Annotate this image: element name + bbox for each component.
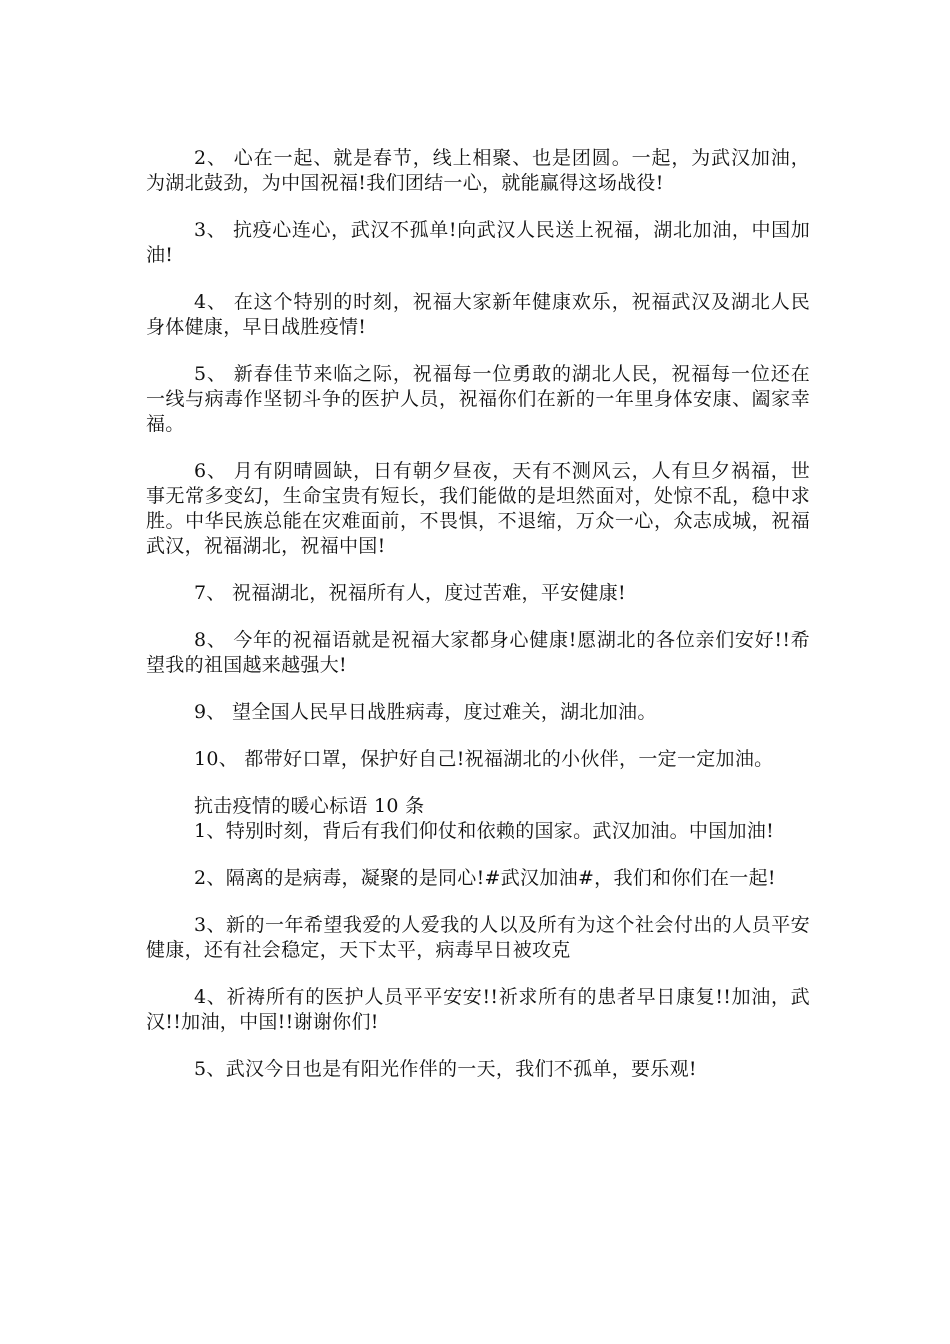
- section-list-item: 1、特别时刻，背后有我们仰仗和依赖的国家。武汉加油。中国加油!: [194, 820, 775, 842]
- paragraph-item: 7、 祝福湖北，祝福所有人，度过苦难，平安健康!: [194, 582, 626, 604]
- section-list-item: 5、武汉今日也是有阳光作伴的一天，我们不孤单，要乐观!: [194, 1058, 697, 1080]
- section-title: 抗击疫情的暖心标语 10 条: [194, 795, 425, 817]
- section-list-item: 2、隔离的是病毒，凝聚的是同心!#武汉加油#，我们和你们在一起!: [194, 867, 776, 889]
- paragraph-item: 10、 都带好口罩，保护好自己!祝福湖北的小伙伴，一定一定加油。: [194, 748, 774, 770]
- paragraph-item: 5、 新春佳节来临之际，祝福每一位勇敢的湖北人民，祝福每一位还在一线与病毒作坚韧斗争的医护人员，祝福你们在新的一年里身体安康、阖家幸福。: [146, 363, 810, 435]
- paragraph-item: 4、 在这个特别的时刻，祝福大家新年健康欢乐，祝福武汉及湖北人民身体健康，早日战胜疫情!: [146, 291, 810, 338]
- document-page: [146, 146, 810, 1104]
- paragraph-item: 3、 抗疫心连心，武汉不孤单!向武汉人民送上祝福，湖北加油，中国加油!: [146, 219, 810, 266]
- paragraph-item: 6、 月有阴晴圆缺，日有朝夕昼夜，天有不测风云，人有旦夕祸福，世事无常多变幻，生命宝贵有短长，我们能做的是坦然面对，处惊不乱，稳中求胜。中华民族总能在灾难面前，不畏惧，不退缩，万众一心，众志成城，祝福武汉，祝福湖北，祝福中国!: [146, 460, 810, 557]
- paragraph-item: 8、 今年的祝福语就是祝福大家都身心健康!愿湖北的各位亲们安好!!希望我的祖国越来越强大!: [146, 629, 810, 676]
- section-list-item: 3、新的一年希望我爱的人爱我的人以及所有为这个社会付出的人员平安健康，还有社会稳定，天下太平，病毒早日被攻克: [146, 914, 810, 961]
- section-list-item: 4、祈祷所有的医护人员平平安安!!祈求所有的患者早日康复!!加油，武汉!!加油，中国!!谢谢你们!: [146, 986, 810, 1033]
- paragraph-item: 2、 心在一起、就是春节，线上相聚、也是团圆。一起，为武汉加油，为湖北鼓劲，为中国祝福!我们团结一心，就能赢得这场战役!: [146, 147, 810, 194]
- paragraph-item: 9、 望全国人民早日战胜病毒，度过难关，湖北加油。: [194, 701, 657, 723]
